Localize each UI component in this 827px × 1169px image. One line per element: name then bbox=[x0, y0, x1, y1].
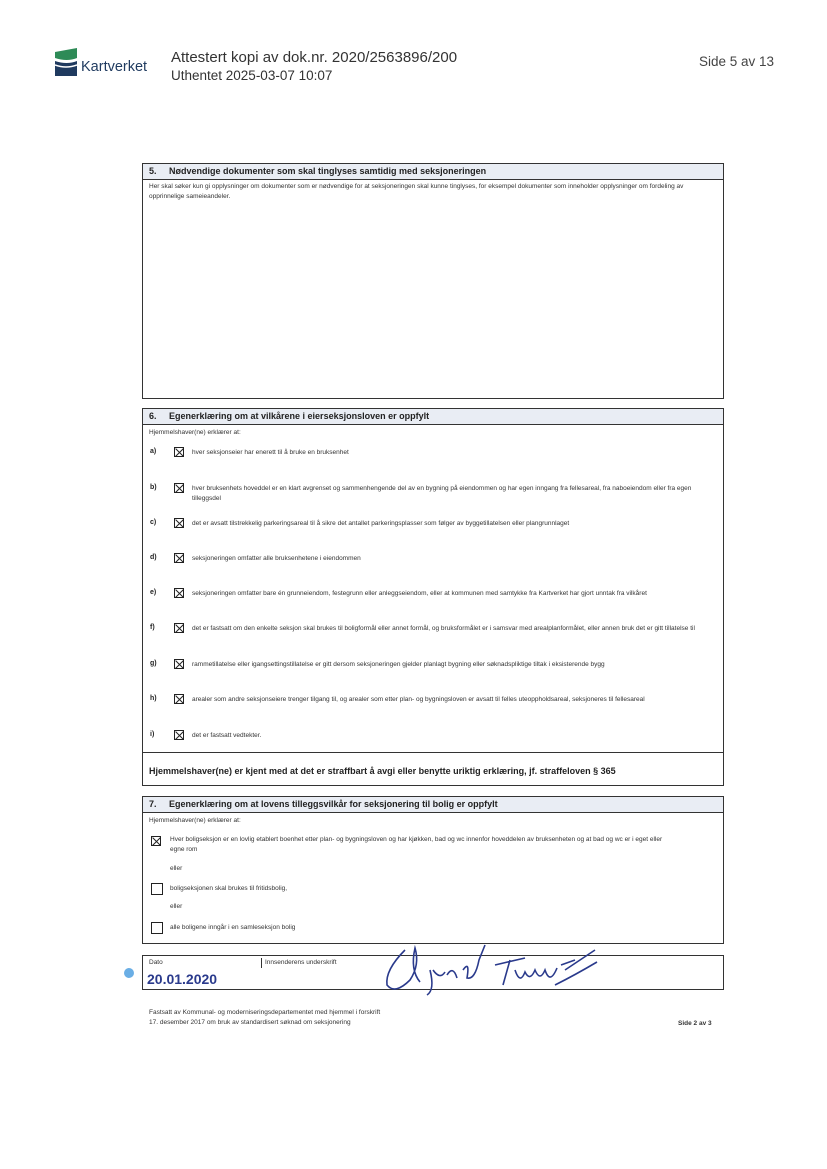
item-text: seksjoneringen omfatter alle bruksenhetene i eiendommen bbox=[192, 555, 361, 562]
option-text: alle boligene inngår i en samleseksjon bolig bbox=[170, 924, 296, 931]
handwritten-signature bbox=[375, 940, 615, 1000]
checkbox-checked[interactable] bbox=[174, 588, 184, 598]
checkbox-checked[interactable] bbox=[174, 694, 184, 704]
checkbox-checked[interactable] bbox=[174, 659, 184, 669]
checkbox-checked[interactable] bbox=[174, 623, 184, 633]
kartverket-logo-icon bbox=[55, 48, 77, 76]
signature-label: Innsenderens underskrift bbox=[265, 959, 337, 966]
blue-marker-dot bbox=[124, 968, 134, 978]
checkbox-checked[interactable] bbox=[174, 483, 184, 493]
option-text: Hver boligseksjon er en lovlig etablert boenhet etter plan- og bygningsloven og har kjøkken, bad og wc innenfor hoveddelen av bruksenheten og at bad og wc er i eget eller egne rom bbox=[170, 836, 663, 853]
page-number: Side 5 av 13 bbox=[698, 54, 774, 69]
section-6-header bbox=[143, 409, 723, 425]
item-label: h) bbox=[150, 695, 157, 702]
section-6-box bbox=[142, 408, 724, 786]
field-divider bbox=[261, 958, 262, 968]
item-text: det er fastsatt om den enkelte seksjon skal brukes til boligformål eller annet formål, og bruksformålet er i samsvar med arealplanformålet, eller annen bruk det er gitt tillatelse til bbox=[192, 625, 695, 632]
section-7-header bbox=[143, 797, 723, 813]
footer-line-1: Fastsatt av Kommunal- og moderniseringsdepartementet med hjemmel i forskrift bbox=[149, 1009, 381, 1016]
checkbox-unchecked[interactable] bbox=[151, 883, 163, 895]
section-6-number: 6. bbox=[149, 411, 157, 421]
checkbox-checked[interactable] bbox=[174, 553, 184, 563]
penalty-warning: Hjemmelshaver(ne) er kjent med at det er straffbart å avgi eller benytte uriktig erklæring, jf. straffeloven § 365 bbox=[143, 752, 723, 785]
date-label: Dato bbox=[149, 959, 163, 966]
checkbox-checked[interactable] bbox=[174, 730, 184, 740]
section-5-title: Nødvendige dokumenter som skal tinglyses samtidig med seksjoneringen bbox=[169, 166, 487, 176]
checkbox-checked[interactable] bbox=[174, 447, 184, 457]
item-label: a) bbox=[150, 448, 157, 455]
item-label: b) bbox=[150, 484, 157, 491]
option-text: boligseksjonen skal brukes til fritidsbolig, bbox=[170, 885, 288, 892]
item-text: det er avsatt tilstrekkelig parkeringsareal til å sikre det antallet parkeringsplasser som følger av byggetillatelsen eller plangrunnlaget bbox=[192, 520, 570, 527]
section-5-box bbox=[142, 163, 724, 399]
section-7-number: 7. bbox=[149, 799, 157, 809]
footer-page-number: Side 2 av 3 bbox=[678, 1020, 712, 1027]
item-text: hver seksjonseier har enerett til å bruke en bruksenhet bbox=[192, 449, 349, 456]
footer-line-2: 17. desember 2017 om bruk av standardisert søknad om seksjonering bbox=[149, 1018, 351, 1026]
item-label: g) bbox=[150, 660, 157, 667]
item-text: arealer som andre seksjonseiere trenger tilgang til, og arealer som etter plan- og bygningsloven er avsatt til felles uteoppholdsareal, seksjoneres til fellesareal bbox=[192, 696, 645, 703]
item-text: hver bruksenhets hoveddel er en klart avgrenset og sammenhengende del av en bygning på eiendommen og har egen inngang fra fellesareal, fra naboeiendom eller fra egen tilleggsdel bbox=[192, 485, 692, 502]
section-7-intro: Hjemmelshaver(ne) erklærer at: bbox=[149, 817, 241, 824]
item-label: e) bbox=[150, 589, 157, 596]
section-6-intro: Hjemmelshaver(ne) erklærer at: bbox=[149, 429, 241, 436]
retrieved-timestamp: Uthentet 2025-03-07 10:07 bbox=[171, 68, 333, 83]
or-label: eller bbox=[170, 865, 183, 872]
checkbox-unchecked[interactable] bbox=[151, 922, 163, 934]
brand-name: Kartverket bbox=[81, 59, 148, 75]
item-label: f) bbox=[150, 624, 155, 631]
item-label: c) bbox=[150, 519, 157, 526]
footer-legal bbox=[149, 1008, 380, 1027]
item-label: d) bbox=[150, 554, 157, 561]
checkbox-checked[interactable] bbox=[174, 518, 184, 528]
or-label: eller bbox=[170, 903, 183, 910]
item-text: seksjoneringen omfatter bare én grunneiendom, festegrunn eller anleggseiendom, eller at kommunen med samtykke fra Kartverket har gjort unntak fra vilkåret bbox=[192, 590, 647, 597]
document-title: Attestert kopi av dok.nr. 2020/2563896/200 bbox=[171, 49, 458, 66]
section-5-header bbox=[143, 164, 723, 180]
section-6-title: Egenerklæring om at vilkårene i eierseksjonsloven er oppfylt bbox=[169, 411, 430, 421]
section-7-title: Egenerklæring om at lovens tilleggsvilkår for seksjonering til bolig er oppfylt bbox=[169, 799, 498, 809]
section-7-box bbox=[142, 796, 724, 944]
checkbox-checked[interactable] bbox=[151, 836, 161, 846]
item-text: rammetillatelse eller igangsettingstillatelse er gitt dersom seksjoneringen gjelder planlagt bygning eller søknadspliktige tiltak i eksisterende bygg bbox=[192, 661, 605, 668]
kartverket-logo bbox=[55, 48, 147, 76]
item-text: det er fastsatt vedtekter. bbox=[192, 732, 262, 739]
section-5-number: 5. bbox=[149, 166, 157, 176]
item-label: i) bbox=[150, 731, 155, 738]
section-5-body: Her skal søker kun gi opplysninger om dokumenter som er nødvendige for at seksjoneringen skal kunne tinglyses, for eksempel dokumenter som inneholder opplysninger om fordeling av opprinnelige sameieandeler. bbox=[149, 183, 684, 200]
date-value: 20.01.2020 bbox=[147, 971, 218, 987]
